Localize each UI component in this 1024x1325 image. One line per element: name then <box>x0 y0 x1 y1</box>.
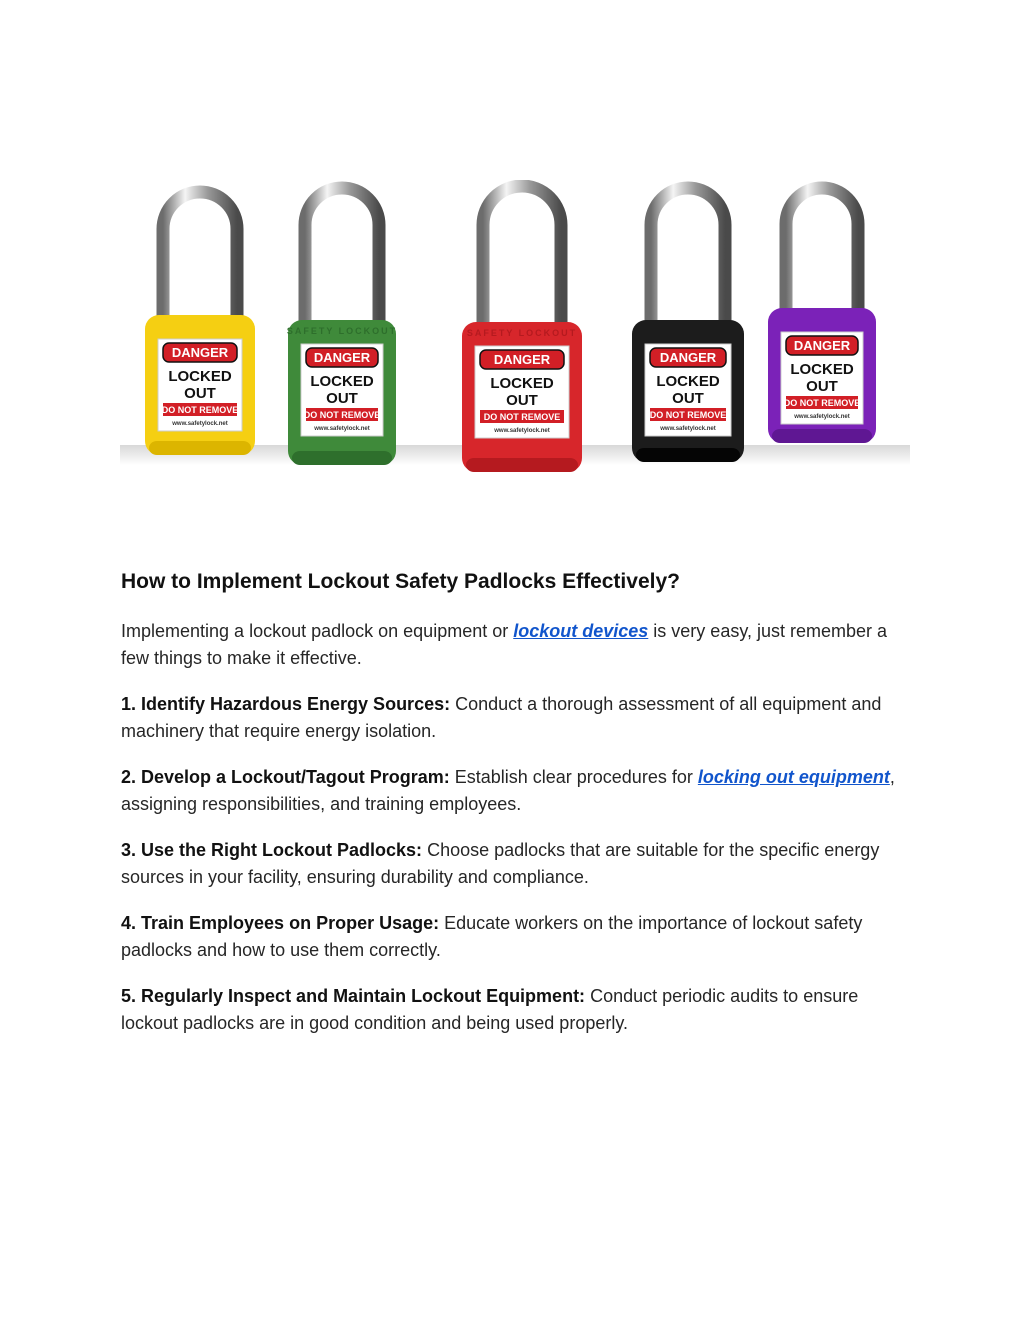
step-text: Establish clear procedures for <box>449 767 698 787</box>
out-text: OUT <box>806 378 838 395</box>
padlock <box>462 186 582 472</box>
danger-text: DANGER <box>313 350 371 365</box>
padlock-body-shadow <box>636 448 740 462</box>
intro-text-before: Implementing a lockout padlock on equipment or <box>121 621 514 641</box>
locking-out-equipment-link[interactable]: locking out equipment <box>697 767 890 787</box>
step-text: Conduct periodic audits to ensure lockout padlocks are in good condition and being used properly. <box>121 986 859 1033</box>
padlock-embossed-text: SAFETY LOCKOUT <box>466 328 578 338</box>
out-text: OUT <box>506 392 538 409</box>
step-item-1 <box>121 691 911 745</box>
do-not-remove-text: DO NOT REMOVE <box>483 412 561 422</box>
url-text: www.safetylock.net <box>494 428 550 434</box>
step-text: Educate workers on the importance of lockout safety padlocks and how to use them correctly. <box>121 913 863 960</box>
padlock-shackle <box>163 192 237 321</box>
padlock <box>632 188 744 462</box>
intro-text-after: is very easy, just remember a few things to make it effective. <box>121 621 888 668</box>
do-not-remove-text: DO NOT REMOVE <box>783 398 861 408</box>
url-text: www.safetylock.net <box>660 426 716 432</box>
step-item-3 <box>121 837 911 891</box>
out-text: OUT <box>326 390 358 407</box>
padlock <box>768 188 876 443</box>
danger-text: DANGER <box>171 345 229 360</box>
step-item-5 <box>121 983 911 1037</box>
danger-text: DANGER <box>493 352 551 367</box>
padlocks-illustration <box>120 180 910 480</box>
padlocks-image <box>120 180 910 480</box>
padlock-body-shadow <box>149 441 251 455</box>
step-heading: 3. Use the Right Lockout Padlocks: <box>121 840 423 860</box>
padlock-shackle <box>483 186 561 328</box>
step-text: Choose padlocks that are suitable for the specific energy sources in your facility, ensuring durability and compliance. <box>121 840 880 887</box>
step-heading: 4. Train Employees on Proper Usage: <box>121 913 440 933</box>
danger-text: DANGER <box>659 350 717 365</box>
padlock <box>287 188 397 465</box>
do-not-remove-text: DO NOT REMOVE <box>649 410 727 420</box>
do-not-remove-text: DO NOT REMOVE <box>161 405 239 415</box>
step-item-4 <box>121 910 911 964</box>
step-heading: 5. Regularly Inspect and Maintain Lockout Equipment: <box>121 986 586 1006</box>
article-title: How to Implement Lockout Safety Padlocks Effectively? <box>121 570 680 593</box>
step-heading: 2. Develop a Lockout/Tagout Program: <box>121 767 450 787</box>
article <box>121 566 911 1037</box>
padlock <box>145 192 255 455</box>
padlock-body-shadow <box>772 429 872 443</box>
padlock-shackle <box>651 188 725 326</box>
step-item-2 <box>121 764 911 818</box>
do-not-remove-text: DO NOT REMOVE <box>303 410 381 420</box>
locked-text: LOCKED <box>310 373 374 390</box>
out-text: OUT <box>184 385 216 402</box>
intro-paragraph <box>121 618 911 672</box>
padlock-embossed-text: SAFETY LOCKOUT <box>286 326 398 336</box>
locked-text: LOCKED <box>490 375 554 392</box>
url-text: www.safetylock.net <box>794 414 850 420</box>
step-heading: 1. Identify Hazardous Energy Sources: <box>121 694 451 714</box>
url-text: www.safetylock.net <box>172 421 228 427</box>
lockout-devices-link[interactable]: lockout devices <box>513 621 649 641</box>
locked-text: LOCKED <box>790 361 854 378</box>
danger-text: DANGER <box>793 338 851 353</box>
locked-text: LOCKED <box>656 373 720 390</box>
step-text-after: , assigning responsibilities, and training employees. <box>121 767 895 814</box>
out-text: OUT <box>672 390 704 407</box>
locked-text: LOCKED <box>168 368 232 385</box>
padlock-body-shadow <box>292 451 392 465</box>
padlock-shackle <box>305 188 379 326</box>
step-text: Conduct a thorough assessment of all equipment and machinery that require energy isolation. <box>121 694 882 741</box>
padlock-body-shadow <box>466 458 578 472</box>
padlock-shackle <box>786 188 858 314</box>
url-text: www.safetylock.net <box>314 426 370 432</box>
